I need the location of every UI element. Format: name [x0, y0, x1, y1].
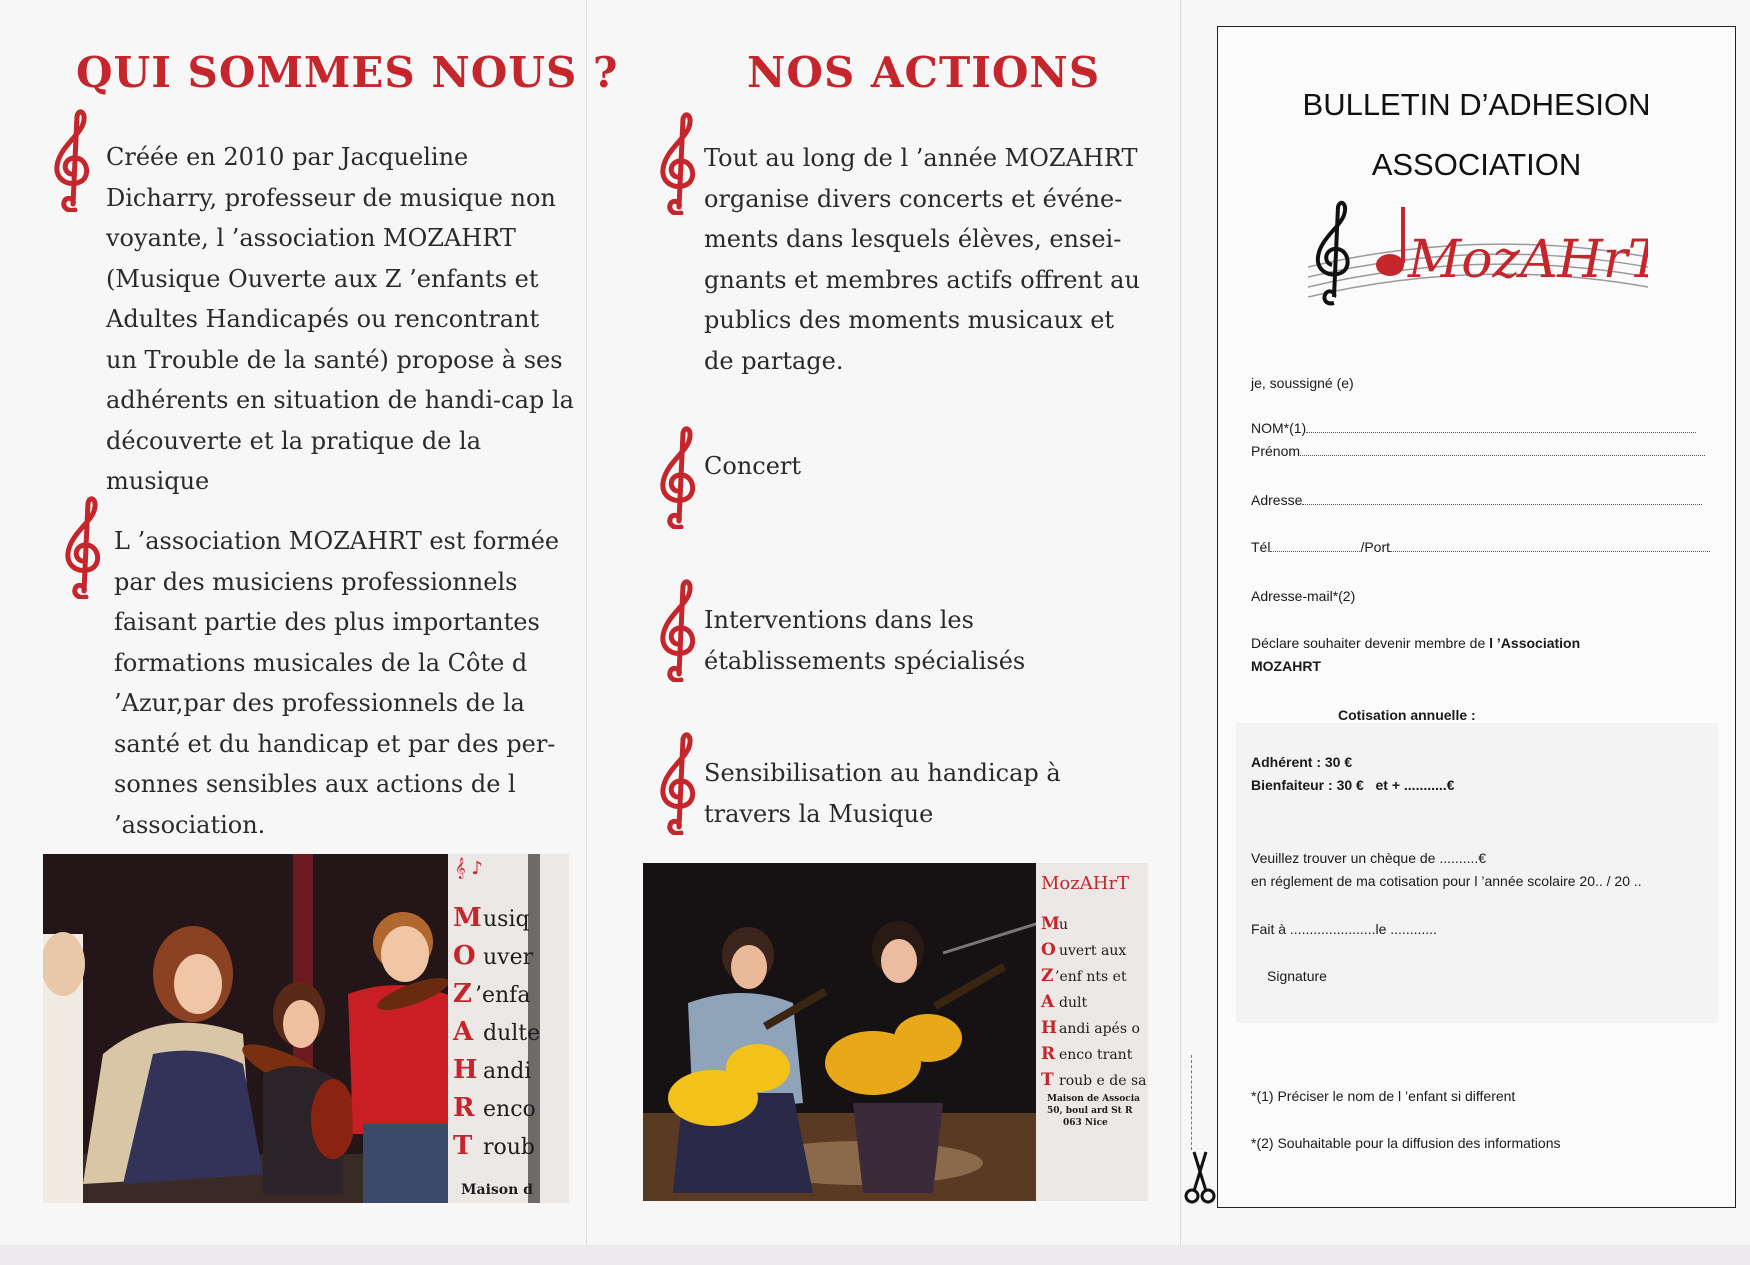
svg-text:O: O: [1041, 940, 1056, 960]
svg-text:uvert aux: uvert aux: [1059, 943, 1127, 959]
svg-text:Maison d: Maison d: [461, 1182, 533, 1198]
svg-text:enco: enco: [483, 1097, 536, 1122]
declare-association: MOZAHRT: [1251, 658, 1321, 674]
treble-clef-icon: [655, 578, 703, 682]
svg-text:dult: dult: [1059, 995, 1088, 1011]
svg-text:usiq: usiq: [483, 907, 530, 932]
svg-text:M: M: [453, 903, 482, 933]
reglement-field[interactable]: en réglement de ma cotisation pour l ’année scolaire 20.. / 20 ..: [1251, 873, 1642, 889]
svg-text:u: u: [1059, 917, 1069, 933]
treble-clef-icon: [60, 495, 108, 599]
footnote-2: *(2) Souhaitable pour la diffusion des informations: [1251, 1135, 1561, 1151]
svg-text:M: M: [1041, 914, 1060, 934]
svg-text:𝄞 ♪: 𝄞 ♪: [455, 858, 483, 879]
who-paragraph-2: L ’association MOZAHRT est formée par des musiciens professionnels faisant partie des plus importantes formations musicales de la Côte d ’Azur,par des professionnels de la santé et du handicap et par des per-sonnes sensibles aux actions de l ’association.: [114, 527, 560, 839]
membership-form: [1217, 26, 1736, 1208]
scissors-icon: [1180, 1148, 1220, 1208]
treble-clef-icon: [655, 425, 703, 529]
logo-text: MozAHrT: [1408, 230, 1648, 290]
treble-clef-icon: [49, 108, 97, 212]
photo-guitar-duo: [643, 863, 1148, 1201]
svg-text:’enfa: ’enfa: [475, 983, 531, 1008]
signature-field[interactable]: Signature: [1267, 968, 1327, 984]
who-title: QUI SOMMES NOUS ?: [76, 48, 619, 97]
svg-text:50, boul ard St R: 50, boul ard St R: [1047, 1106, 1133, 1116]
adherent-fee: Adhérent : 30 €: [1251, 754, 1353, 770]
svg-text:T: T: [1041, 1070, 1054, 1090]
form-subtitle: ASSOCIATION: [1371, 147, 1582, 182]
svg-text:’enf nts et: ’enf nts et: [1055, 969, 1127, 985]
cotisation-label: Cotisation annuelle :: [1338, 707, 1476, 723]
banner-logo: MozAHrT: [1041, 873, 1130, 894]
declare-text: Déclare souhaiter devenir membre de l ’Association: [1251, 635, 1581, 651]
svg-text:Z: Z: [1041, 966, 1054, 986]
svg-text:Z: Z: [453, 979, 472, 1009]
treble-clef-icon: [655, 111, 703, 215]
svg-text:R: R: [453, 1093, 475, 1123]
cheque-field[interactable]: Veuillez trouver un chèque de ..........€: [1251, 850, 1487, 866]
prenom-field[interactable]: Prénom: [1251, 443, 1705, 459]
svg-text:H: H: [1041, 1018, 1058, 1038]
svg-text:enco trant: enco trant: [1059, 1047, 1133, 1063]
tel-field[interactable]: Tél /Port: [1251, 539, 1710, 555]
action-interventions: Interventions dans les établissements spécialisés: [704, 606, 1026, 675]
svg-text:A: A: [1041, 992, 1055, 1012]
treble-clef-icon: [655, 731, 703, 835]
svg-text:uver: uver: [483, 945, 534, 970]
nom-field[interactable]: NOM*(1): [1251, 420, 1696, 436]
who-paragraph-1: Créée en 2010 par Jacqueline Dicharry, professeur de musique non voyante, l ’association MOZAHRT (Musique Ouverte aux Z ’enfants et Adultes Handicapés ou rencontrant un Trouble de la santé) propose à ses adhérents en situation de handi-cap la découverte et la pratique de la musique: [106, 143, 574, 495]
form-title: BULLETIN D’ADHESION: [1302, 87, 1651, 122]
svg-text:A: A: [453, 1017, 474, 1047]
action-concert: Concert: [704, 452, 802, 480]
email-field[interactable]: Adresse-mail*(2): [1251, 588, 1356, 604]
svg-text:andi: andi: [483, 1059, 532, 1084]
actions-title: NOS ACTIONS: [747, 48, 1101, 97]
mozahrt-logo: [1308, 197, 1648, 307]
cut-line: [1191, 1055, 1192, 1150]
svg-text:dulte: dulte: [483, 1021, 541, 1046]
fait-field[interactable]: Fait à ......................le ............: [1251, 921, 1437, 937]
svg-text:roub e de sa: roub e de sa: [1059, 1073, 1147, 1089]
svg-text:T: T: [453, 1131, 473, 1161]
svg-text:roub: roub: [483, 1135, 536, 1160]
photo-children-violin: [43, 854, 569, 1203]
bienfaiteur-fee[interactable]: Bienfaiteur : 30 € et + ...........€: [1251, 777, 1455, 793]
svg-text:O: O: [453, 941, 476, 971]
svg-text:063 Nice: 063 Nice: [1063, 1118, 1108, 1128]
action-awareness: Sensibilisation au handicap à travers la Musique: [704, 759, 1061, 828]
action-concerts-events: Tout au long de l ’année MOZAHRT organise divers concerts et événe-ments dans lesquels élèves, ensei-gnants et membres actifs offrent au publics des moments musicaux et de partage.: [704, 144, 1140, 375]
svg-text:R: R: [1041, 1044, 1056, 1064]
svg-text:Maison de Associa: Maison de Associa: [1047, 1094, 1140, 1104]
svg-text:andi apés o: andi apés o: [1059, 1021, 1140, 1037]
adresse-field[interactable]: Adresse: [1251, 492, 1702, 508]
svg-text:H: H: [453, 1055, 478, 1085]
soussigne-label: je, soussigné (e): [1251, 375, 1354, 391]
footnote-1: *(1) Préciser le nom de l ’enfant si different: [1251, 1088, 1516, 1104]
